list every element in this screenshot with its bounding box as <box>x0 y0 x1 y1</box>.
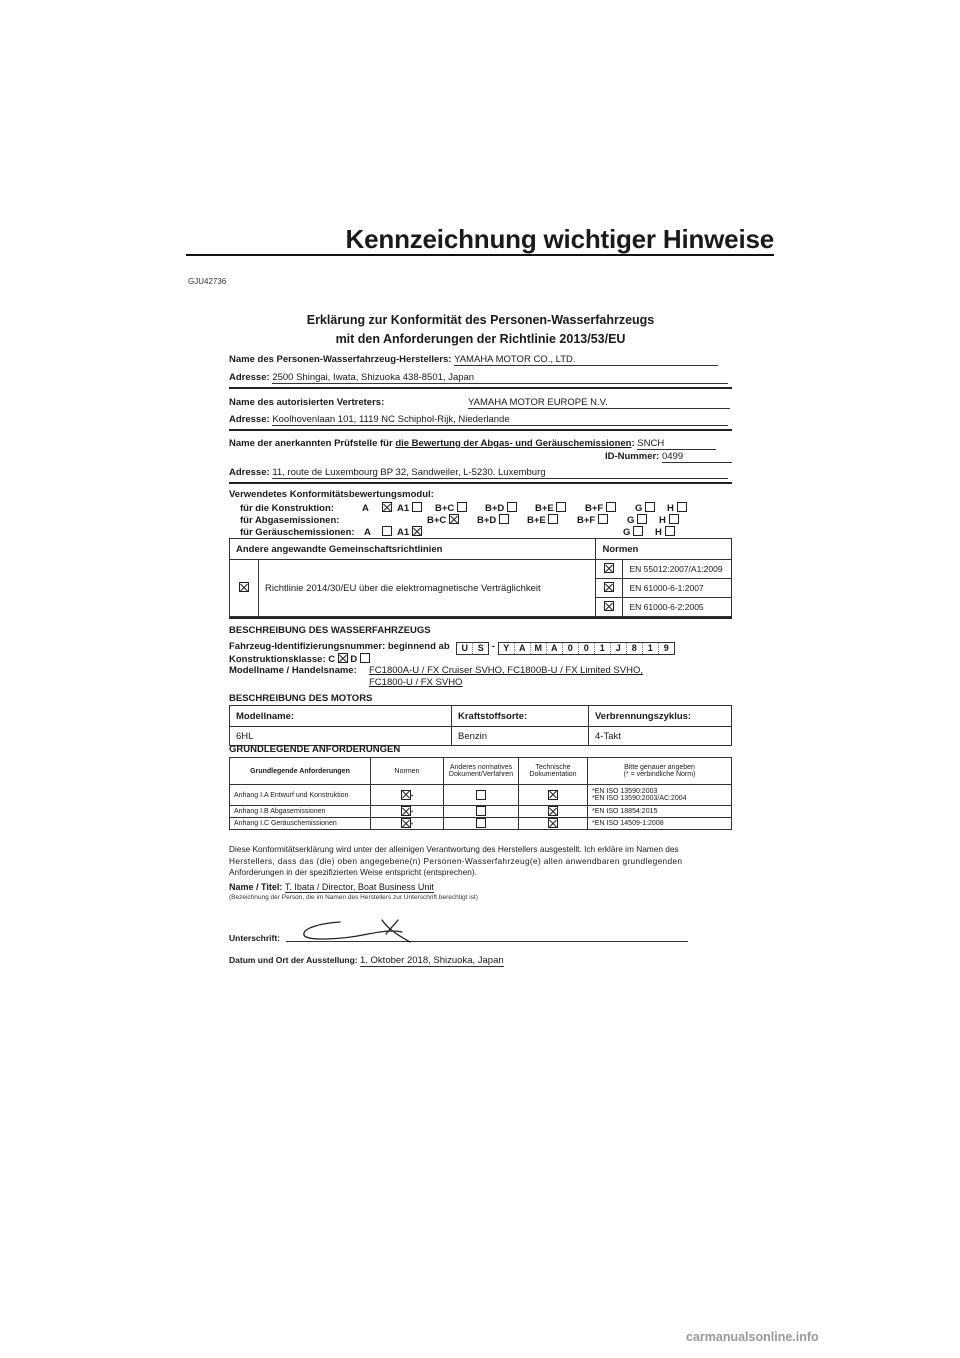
manufacturer-value: YAMAHA MOTOR CO., LTD. <box>454 354 718 366</box>
notified-address-row <box>229 467 732 479</box>
checkbox-g-exhaust <box>637 514 647 524</box>
req-col-specify: Bitte genauer angeben (* = verbindliche Norm) <box>588 758 732 785</box>
name-title-label: Name / Titel: <box>229 882 283 892</box>
vin-dash: - <box>491 641 496 652</box>
checkbox-g-construction <box>645 502 655 512</box>
checkbox-class-d <box>360 653 370 663</box>
checkbox-h-exhaust <box>669 514 679 524</box>
id-number-row <box>229 451 732 463</box>
norm-3: EN 61000-6-2:2005 <box>623 598 732 617</box>
table-row: Anhang I.B Abgasemissionen * *EN ISO 18854:2015 <box>230 806 732 818</box>
directive-text: Richtlinie 2014/30/EU über die elektromagnetische Verträglichkeit <box>259 560 596 617</box>
address-label: Adresse: <box>229 372 270 383</box>
separator <box>229 429 732 431</box>
address-label: Adresse: <box>229 414 270 425</box>
checkbox-directive <box>239 582 249 592</box>
module-row-noise: für Geräuschemissionen: A A1 G H <box>240 526 740 538</box>
model-label: Modellname / Handelsname: <box>229 665 357 676</box>
notified-label-colon: : <box>631 438 635 449</box>
module-row-construction: für die Konstruktion: A A1 B+C B+D B+E B+F G H <box>240 502 740 514</box>
module-row-label: für Geräuschemissionen: <box>240 527 355 538</box>
norm-2: EN 61000-6-1:2007 <box>623 579 732 598</box>
engine-table <box>229 705 732 746</box>
manufacturer-label: Name des Personen-Wasserfahrzeug-Herstellers: <box>229 354 452 365</box>
declaration-heading-line2: mit den Anforderungen der Richtlinie 2013/53/EU <box>335 332 626 346</box>
class-label: Konstruktionsklasse: <box>229 654 326 665</box>
checkbox-norm-1 <box>604 563 614 573</box>
date-value: 1. Oktober 2018, Shizuoka, Japan <box>359 955 504 966</box>
watermark: carmanualsonline.info <box>686 1330 819 1344</box>
norms-header: Normen <box>596 539 732 560</box>
manufacturer-row <box>229 354 732 366</box>
notified-body-row <box>229 438 732 450</box>
requirements-heading: GRUNDLEGENDE ANFORDERUNGEN <box>229 744 401 755</box>
req-name: Anhang I.B Abgasemissionen <box>230 806 371 818</box>
checkbox-bd-construction <box>507 502 517 512</box>
craft-heading: BESCHREIBUNG DES WASSERFAHRZEUGS <box>229 625 431 636</box>
representative-address: Koolhovenlaan 101, 1119 NC Schiphol-Rijk, Niederlande <box>272 414 728 426</box>
checkbox-req-norm <box>401 806 411 816</box>
checkbox-class-c <box>338 653 348 663</box>
checkbox-req-technical <box>548 790 558 800</box>
directives-table <box>229 538 732 617</box>
id-value: 0499 <box>662 451 732 463</box>
engine-col-cycle: Verbrennungszyklus: <box>589 706 732 727</box>
notified-value: SNCH <box>637 438 716 450</box>
req-name: Anhang I.A Entwurf und Konstruktion <box>230 785 371 806</box>
checkbox-h-construction <box>677 502 687 512</box>
table-row: Anhang I.C Geräuschemissionen * *EN ISO 14509-1:2008 <box>230 818 732 830</box>
name-title-value: T. Ibata / Director, Boat Business Unit <box>284 882 434 892</box>
checkbox-req-norm <box>401 818 411 828</box>
checkbox-be-exhaust <box>548 514 558 524</box>
requirements-table <box>229 757 732 830</box>
manufacturer-address: 2500 Shingai, Iwata, Shizuoka 438-8501, Japan <box>272 372 728 384</box>
req-col-other: Anderes normatives Dokument/Verfahren <box>444 758 519 785</box>
module-row-exhaust: für Abgasemissionen: B+C B+D B+E B+F G H <box>240 514 740 526</box>
checkbox-req-norm <box>401 790 411 800</box>
checkbox-bc-exhaust <box>449 514 459 524</box>
representative-address-row <box>229 414 732 426</box>
req-spec: *EN ISO 13590:2003 <box>592 788 658 795</box>
date-label: Datum und Ort der Ausstellung: <box>229 955 358 965</box>
directive-checkbox-cell <box>230 560 259 617</box>
date-row <box>229 955 732 967</box>
section-code: GJU42736 <box>188 277 227 286</box>
declaration-heading-line1: Erklärung zur Konformität des Personen-Wasserfahrzeugs <box>306 313 655 327</box>
module-row-label: für die Konstruktion: <box>240 503 334 514</box>
separator <box>229 482 732 484</box>
model-line1: FC1800A-U / FX Cruiser SVHO, FC1800B-U / FX Limited SVHO, <box>369 665 643 676</box>
norm-1: EN 55012:2007/A1:2009 <box>623 560 732 579</box>
checkbox-req-other <box>476 806 486 816</box>
name-title-row <box>229 882 732 893</box>
signature-icon <box>300 910 420 946</box>
checkbox-bf-exhaust <box>598 514 608 524</box>
req-spec: *EN ISO 18854:2015 <box>588 806 732 818</box>
req-col-requirements: Grundlegende Anforderungen <box>230 758 371 785</box>
req-col-norms: Normen <box>371 758 444 785</box>
checkbox-a1-construction <box>412 502 422 512</box>
separator <box>229 387 732 389</box>
separator <box>229 617 732 619</box>
checkbox-bf-construction <box>606 502 616 512</box>
req-spec: *EN ISO 14509-1:2008 <box>588 818 732 830</box>
module-label: Verwendetes Konformitätsbewertungsmodul: <box>229 489 434 500</box>
checkbox-g-noise <box>633 526 643 536</box>
checkbox-norm-3 <box>604 601 614 611</box>
checkbox-bd-exhaust <box>499 514 509 524</box>
directives-header: Andere angewandte Gemeinschaftsrichtlinien <box>230 539 596 560</box>
notified-address: 11, route de Luxembourg BP 32, Sandweiler, L-5230. Luxemburg <box>272 467 728 479</box>
manufacturer-address-row <box>229 372 732 384</box>
vin-rest-boxes: Y A M A 0 0 1 J 8 1 9 <box>498 642 675 655</box>
engine-col-model: Modellname: <box>230 706 452 727</box>
class-row: Konstruktionsklasse: C D <box>229 653 732 665</box>
engine-col-fuel: Kraftstoffsorte: <box>452 706 589 727</box>
model-row <box>229 665 732 676</box>
vin-label: Fahrzeug-Identifizierungsnummer: beginnend ab <box>229 641 450 652</box>
engine-model-value: 6HL <box>230 727 452 746</box>
representative-label: Name des autorisierten Vertreters: <box>229 397 385 408</box>
vin-prefix-boxes: U S <box>456 642 489 655</box>
notified-label-underlined: die Bewertung der Abgas- und Geräuschemissionen <box>395 438 632 449</box>
id-label: ID-Nummer: <box>604 451 660 462</box>
page-title: Kennzeichnung wichtiger Hinweise <box>345 224 774 254</box>
checkbox-req-other <box>476 818 486 828</box>
table-row: Anhang I.A Entwurf und Konstruktion * *EN ISO 13590:2003 *EN ISO 13590:2003/AC:2004 <box>230 785 732 806</box>
checkbox-req-other <box>476 790 486 800</box>
declaration-text: Diese Konformitätserklärung wird unter der alleinigen Verantwortung des Herstellers ausgestellt. Ich erkläre im Namen des Herstellers, dass das (die) oben angegebene(n) Personen-Wasserfahrzeug(e) allen anwendbaren grundlegenden Anforderungen in der spezifizierten Weise entspricht (entsprechen). <box>229 844 683 877</box>
checkbox-be-construction <box>556 502 566 512</box>
notified-label: Name der anerkannten Prüfstelle für <box>229 438 396 449</box>
checkbox-a-construction <box>382 502 392 512</box>
module-row-label: für Abgasemissionen: <box>240 515 340 526</box>
checkbox-a-noise <box>382 526 392 536</box>
name-title-note: (Bezeichnung der Person, die im Namen des Herstellers zur Unterschrift berechtigt ist) <box>229 894 478 901</box>
representative-row <box>229 397 732 409</box>
representative-value: YAMAHA MOTOR EUROPE N.V. <box>468 397 730 409</box>
engine-fuel-value: Benzin <box>452 727 589 746</box>
engine-heading: BESCHREIBUNG DES MOTORS <box>229 693 373 704</box>
title-rule <box>186 254 774 256</box>
model-line2: FC1800-U / FX SVHO <box>369 677 463 688</box>
checkbox-req-technical <box>548 818 558 828</box>
address-label: Adresse: <box>229 467 270 478</box>
checkbox-req-technical <box>548 806 558 816</box>
checkbox-bc-construction <box>457 502 467 512</box>
checkbox-h-noise <box>665 526 675 536</box>
engine-cycle-value: 4-Takt <box>589 727 732 746</box>
req-col-technical: Technische Dokumentation <box>519 758 588 785</box>
req-name: Anhang I.C Geräuschemissionen <box>230 818 371 830</box>
signature-label: Unterschrift: <box>229 933 281 943</box>
checkbox-a1-noise <box>412 526 422 536</box>
req-spec: *EN ISO 13590:2003/AC:2004 <box>592 795 687 802</box>
checkbox-norm-2 <box>604 582 614 592</box>
